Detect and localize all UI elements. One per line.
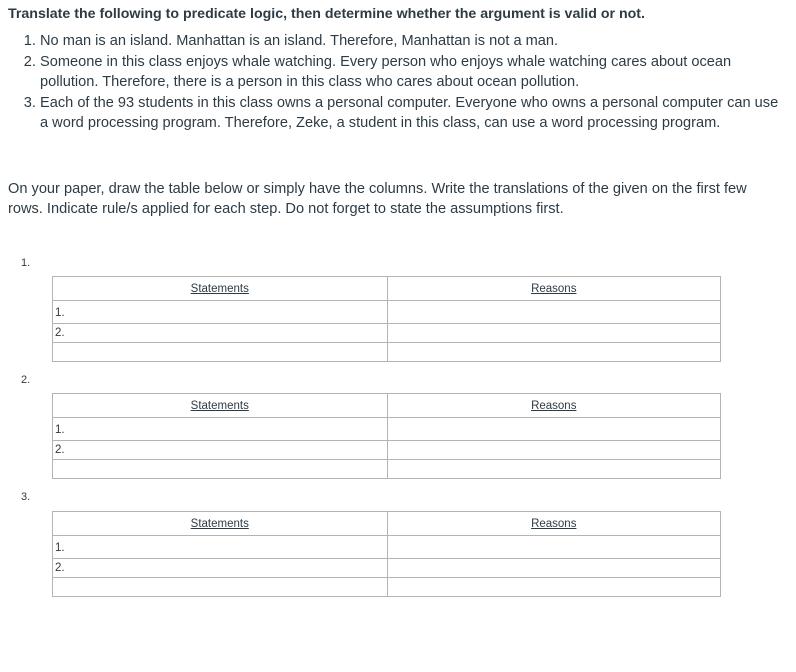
table-row (53, 324, 721, 343)
reasons-header: Reasons (387, 394, 720, 418)
argument-item-1: 1. No man is an island. Manhattan is an island. Therefore, Manhattan is not a man. (40, 31, 790, 51)
statements-header: Statements (53, 512, 388, 536)
table-row (53, 418, 721, 441)
argument-list (0, 31, 790, 134)
table-row (53, 536, 721, 559)
statements-header: Statements (53, 277, 388, 301)
table-row (53, 460, 721, 479)
statement-cell: 1. (53, 301, 388, 324)
reason-cell (387, 460, 720, 479)
page-title: Translate the following to predicate logic, then determine whether the argument is valid or not. (8, 6, 645, 22)
table-row (53, 343, 721, 362)
table-row (53, 578, 721, 597)
argument-item-2: 2. Someone in this class enjoys whale watching. Every person who enjoys whale watching cares about ocean pollution. Therefore, there is a person in this class who cares about ocean pollution. (40, 52, 790, 92)
table-header-row (53, 277, 721, 301)
reason-cell (387, 343, 720, 362)
table-row (53, 301, 721, 324)
reason-cell (387, 418, 720, 441)
statements-header: Statements (53, 394, 388, 418)
reasons-header: Reasons (387, 277, 720, 301)
proof-table-2 (52, 393, 721, 479)
statement-cell: 1. (53, 418, 388, 441)
instructions-text: On your paper, draw the table below or simply have the columns. Write the translations of the given on the first few rows. Indicate rule/s applied for each step. Do not forget to state the assumptions first. (8, 181, 747, 217)
table-row (53, 559, 721, 578)
reason-cell (387, 441, 720, 460)
reasons-header: Reasons (387, 512, 720, 536)
reason-cell (387, 578, 720, 597)
reason-cell (387, 301, 720, 324)
table-header-row (53, 512, 721, 536)
statement-cell (53, 578, 388, 597)
proof-table-3 (52, 511, 721, 597)
reason-cell (387, 324, 720, 343)
statement-cell: 2. (53, 559, 388, 578)
reason-cell (387, 559, 720, 578)
statement-cell: 2. (53, 324, 388, 343)
statement-cell (53, 460, 388, 479)
table-number-3: 3. (21, 491, 31, 503)
statement-cell: 1. (53, 536, 388, 559)
table-row (53, 441, 721, 460)
argument-item-3: 3. Each of the 93 students in this class owns a personal computer. Everyone who owns a personal computer can use a word processing program. Therefore, Zeke, a student in this class, can use a word processing program. (40, 93, 790, 133)
table-number-2: 2. (21, 374, 31, 386)
table-header-row (53, 394, 721, 418)
statement-cell: 2. (53, 441, 388, 460)
proof-table-1 (52, 276, 721, 362)
table-number-1: 1. (21, 257, 31, 269)
reason-cell (387, 536, 720, 559)
statement-cell (53, 343, 388, 362)
